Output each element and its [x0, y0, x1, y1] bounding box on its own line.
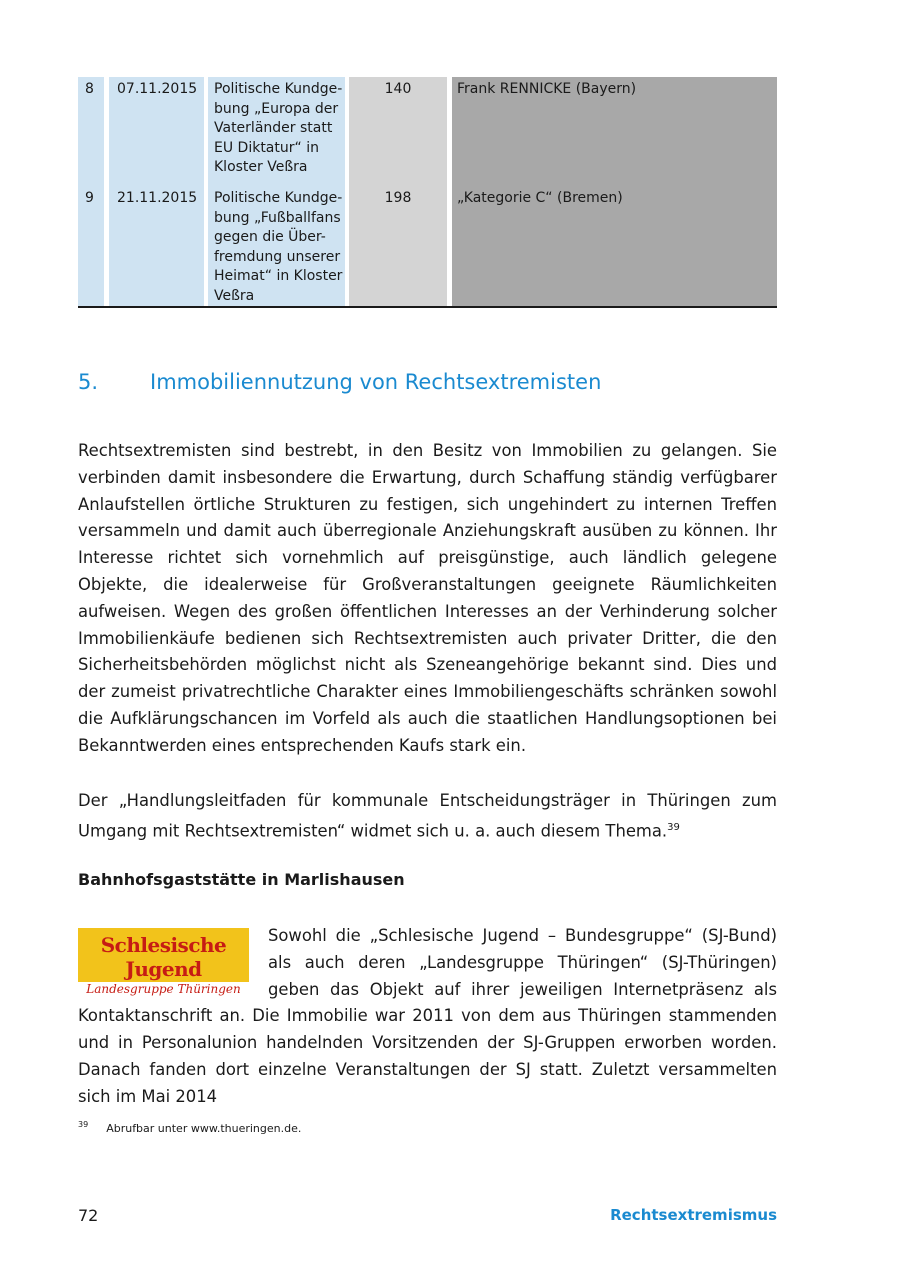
table-row [78, 77, 777, 186]
footnote [78, 1120, 301, 1135]
paragraph-2-text: Der „Handlungsleitfaden für kommunale Entscheidungsträger in Thüringen zum Umgang mit Rechtsextremisten“ widmet sich u. a. auch diesem Thema. [78, 791, 777, 841]
logo-spacer [78, 923, 268, 1003]
footnote-text: Abrufbar unter www.thueringen.de. [106, 1121, 302, 1135]
cell-count: 140 [349, 77, 447, 186]
table-row [78, 186, 777, 306]
footnote-number: 39 [78, 1120, 89, 1129]
paragraph-3-text: Sowohl die „Schlesische Jugend – Bundesgruppe“ (SJ-Bund) als auch deren „Landesgruppe Thüringen“ (SJ-Thüringen) geben das Objekt auf ihrer jeweiligen Internetpräsenz als Kontaktanschrift an. Die Immobilie war 2011 von dem aus Thüringen stammenden und in Personalunion handelnden Vorsitzenden der SJ-Gruppen erworben worden. Danach fanden dort einzelne Veranstaltungen der SJ statt. Zuletzt versammelten sich im Mai 2014 [78, 926, 777, 1106]
cell-speaker: Frank RENNICKE (Bayern) [452, 77, 777, 186]
page-number: 72 [78, 1206, 99, 1225]
cell-speaker: „Kategorie C“ (Bremen) [452, 186, 777, 306]
cell-event: Politische Kundge- bung „Europa der Vaterländer statt EU Diktatur“ in Kloster Veßra [208, 77, 345, 186]
footnote-ref[interactable]: 39 [667, 821, 680, 833]
subheading: Bahnhofsgaststätte in Marlishausen [78, 870, 405, 889]
cell-date: 07.11.2015 [109, 77, 204, 186]
cell-nr: 9 [78, 186, 104, 306]
cell-nr: 8 [78, 77, 104, 186]
section-title: Immobiliennutzung von Rechtsextremisten [150, 370, 602, 394]
paragraph-3 [78, 923, 777, 1111]
cell-date: 21.11.2015 [109, 186, 204, 306]
section-number: 5. [78, 370, 99, 394]
logo-line-1: Schlesische Jugend [100, 933, 227, 981]
cell-event: Politische Kundge- bung „Fußballfans gegen die Über- fremdung unserer Heimat“ in Kloster Veßra [208, 186, 345, 306]
running-footer-section: Rechtsextremismus [610, 1206, 777, 1224]
table-bottom-rule [78, 306, 777, 308]
paragraph-1: Rechtsextremisten sind bestrebt, in den Besitz von Immobilien zu gelangen. Sie verbinden damit insbesondere die Erwartung, durch Schaffung ständig verfügbarer Anlaufstellen örtliche Strukturen zu festigen, sich ungehindert zu internen Treffen versammeln und damit auch überregionale Anziehungskraft ausüben zu können. Ihr Interesse richtet sich vornehmlich auf preisgünstige, auch ländlich gelegene Objekte, die idealerweise für Großveranstaltungen geeignete Räumlichkeiten aufweisen. Wegen des großen öffentlichen Interesses an der Verhinderung solcher Immobilienkäufe bedienen sich Rechtsextremisten auch privater Dritter, die den Sicherheitsbehörden möglichst nicht als Szeneangehörige bekannt sind. Dies und der zumeist privatrechtliche Charakter eines Immobiliengeschäfts schränken sowohl die Aufklärungschancen im Vorfeld als auch die staatlichen Handlungsoptionen bei Bekanntwerden eines entsprechenden Kaufs stark ein. [78, 441, 777, 755]
logo-line-2: Landesgruppe Thüringen [86, 982, 241, 996]
cell-count: 198 [349, 186, 447, 306]
section-heading [78, 370, 601, 394]
paragraph-2 [78, 788, 777, 845]
events-table [78, 77, 777, 308]
